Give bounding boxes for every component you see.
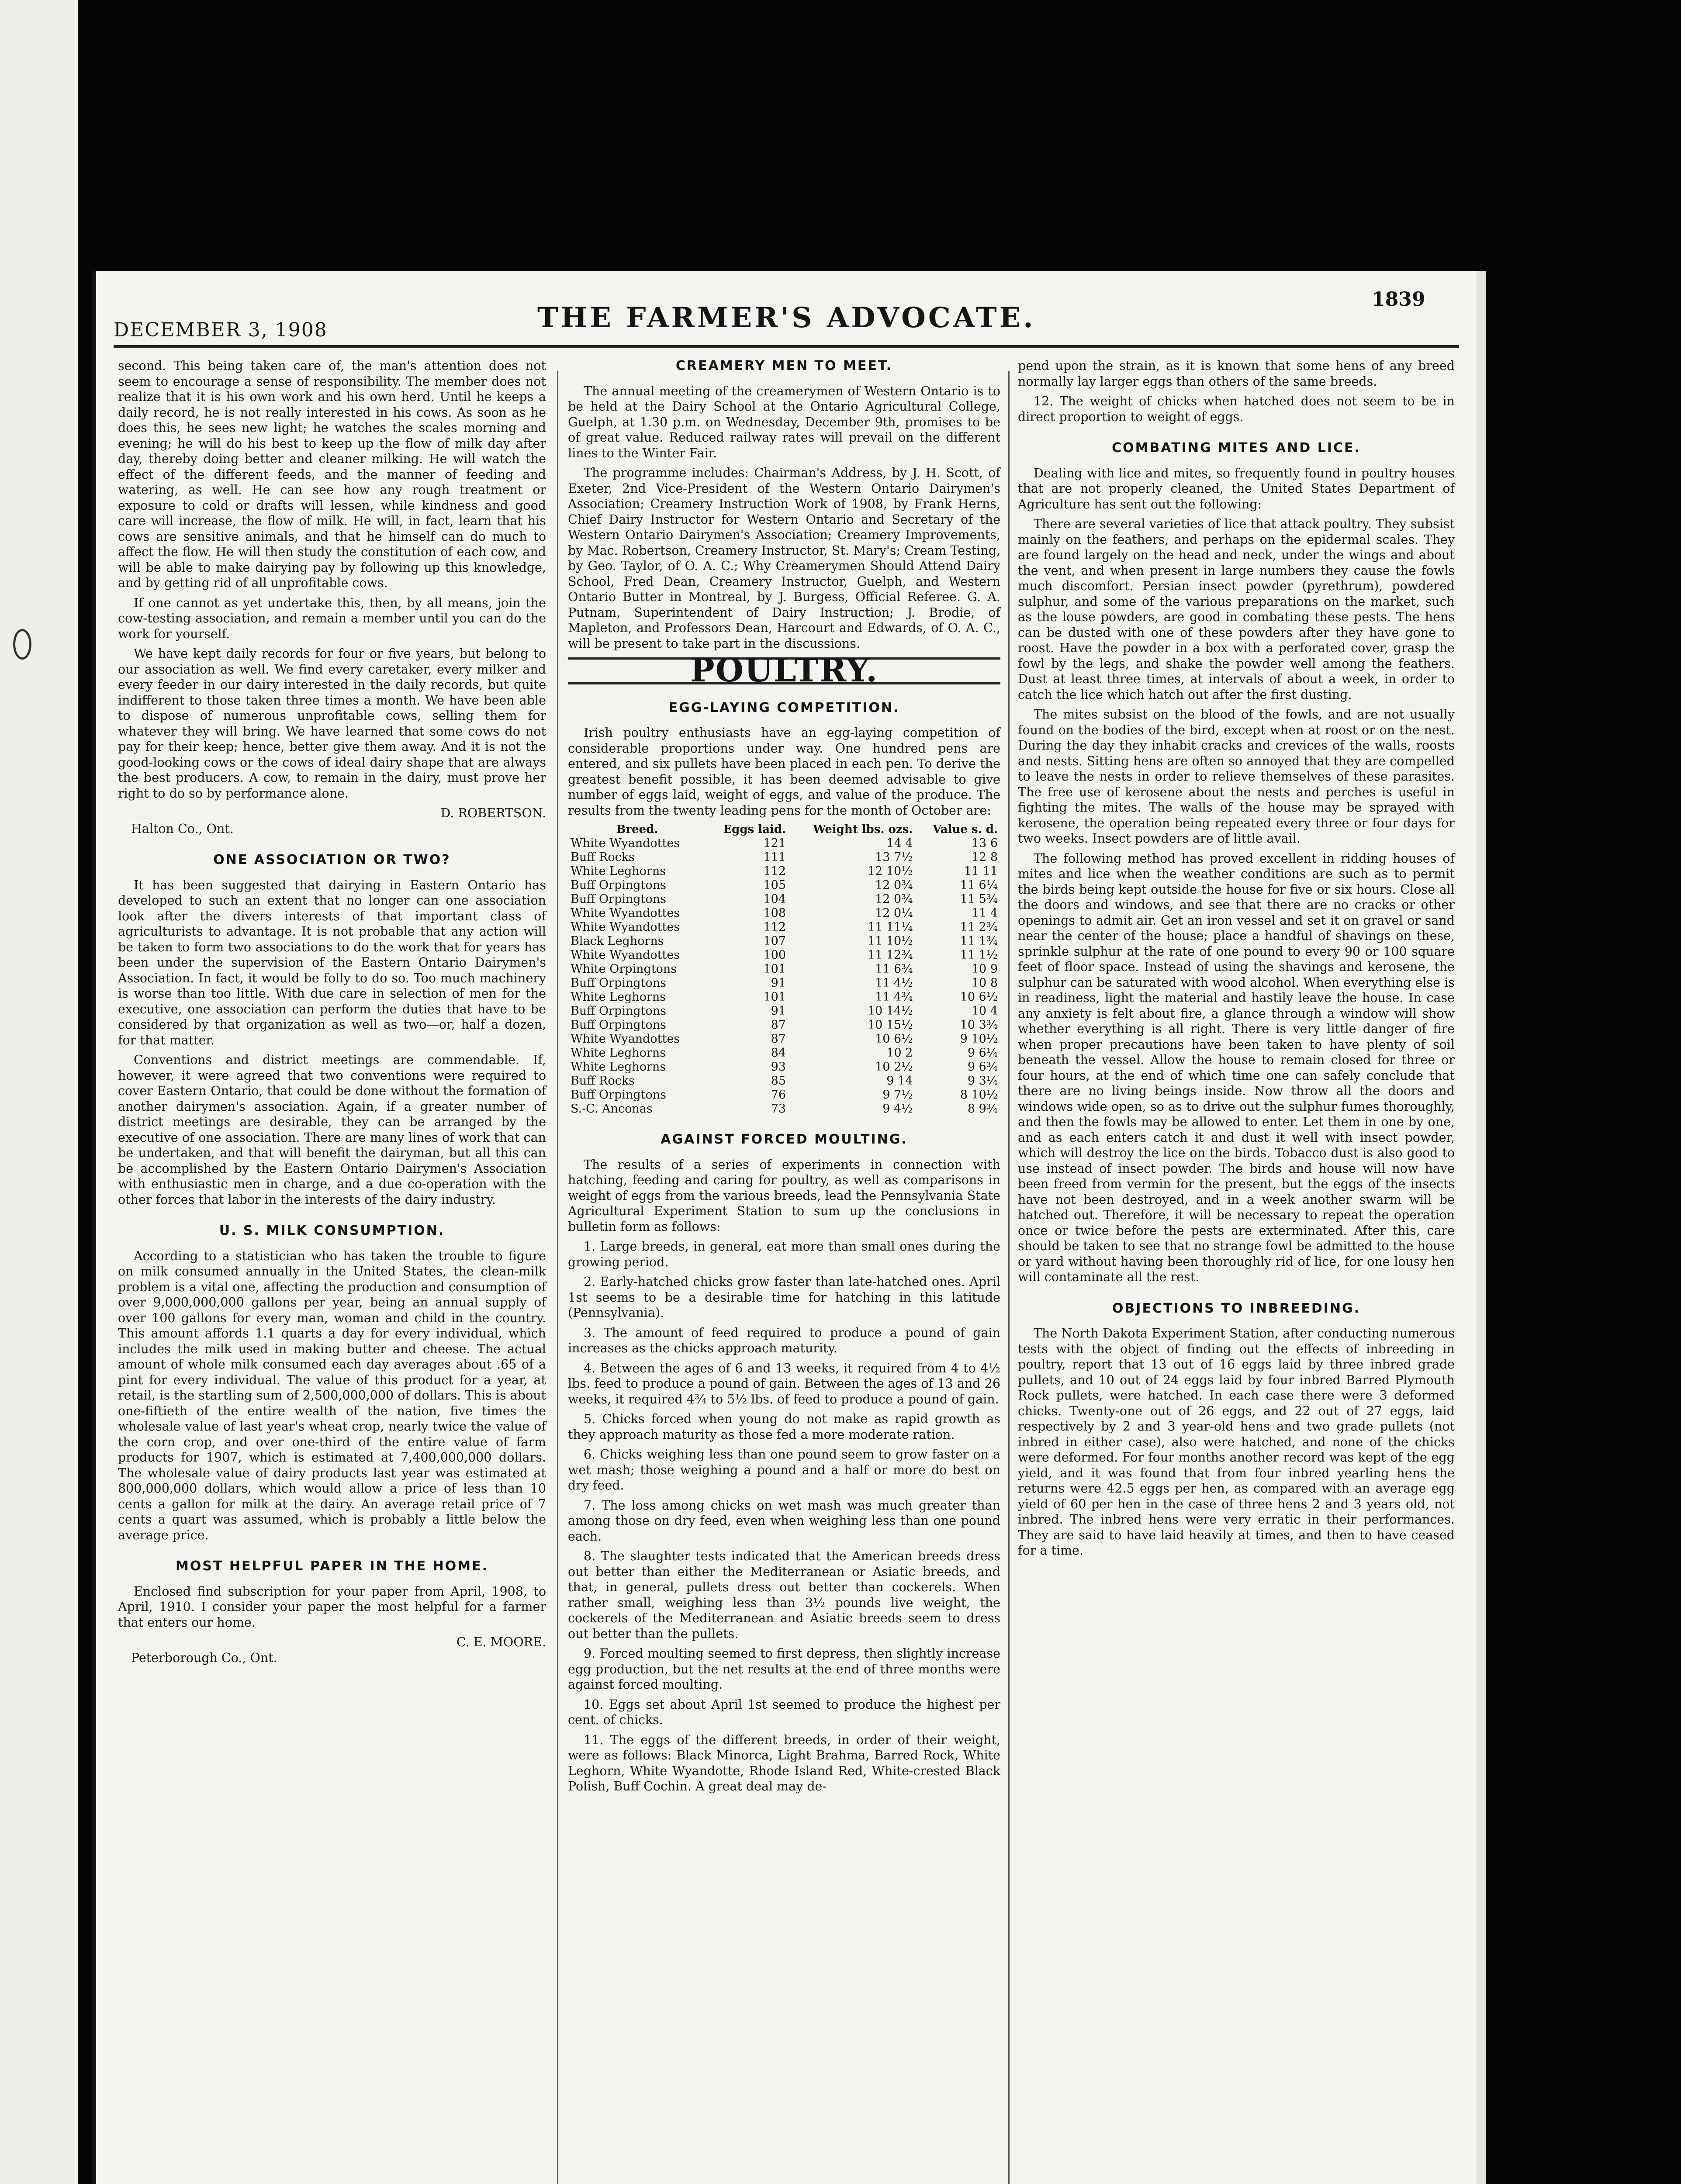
value-cell: 13 6 — [971, 836, 998, 850]
header-rule — [114, 345, 1459, 348]
table-row — [568, 1102, 1000, 1116]
article-heading: CREAMERY MEN TO MEET. — [675, 358, 893, 373]
eggs-cell: 84 — [771, 1046, 786, 1060]
weight-cell: 9 14 — [886, 1074, 913, 1088]
breed-cell: Buff Rocks — [571, 850, 635, 864]
table-row — [568, 1032, 1000, 1046]
value-cell: 11 1¾ — [960, 934, 998, 948]
eggs-cell: 121 — [763, 836, 786, 850]
breed-cell: S.-C. Anconas — [571, 1102, 653, 1116]
paragraph: It has been suggested that dairying in Eastern Ontario has developed to such an extent that no longer can one association look after the divers interests of that important class of agriculturists to advantage. It is not probable that any action will be taken to form two associations to do the work that for years has been under the supervision of the Eastern Ontario Dairymen's Association. In fact, it would be folly to do so. Too much machinery is worse than too little. With due care in selection of men for the executive, one association can perform the duties that have to be considered by that organization as well as two—or, half a dozen, for that matter. — [118, 878, 546, 1047]
breed-cell: Buff Orpingtons — [571, 1018, 666, 1032]
value-cell: 8 9¾ — [967, 1102, 998, 1116]
issue-date: DECEMBER 3, 1908 — [114, 319, 328, 341]
value-cell: 8 10½ — [960, 1088, 998, 1102]
paragraph: 9. Forced moulting seemed to first depress, then slightly increase egg production, but the net results at the end of three months were against forced moulting. — [568, 1646, 1000, 1692]
paragraph: 3. The amount of feed required to produce a pound of gain increases as the chicks approach maturity. — [568, 1325, 1000, 1355]
weight-cell: 12 0¼ — [875, 906, 913, 920]
column-header: Breed. — [616, 823, 658, 836]
weight-cell: 11 12¾ — [867, 948, 913, 962]
section-heading: POULTRY. — [568, 657, 1000, 684]
column-header: Value s. d. — [933, 823, 998, 836]
paragraph: We have kept daily records for four or five years, but belong to our association as well. We find every caretaker, every milker and every feeder in our dairy interested in the daily records, but quite indifferent to those taken three times a month. We have been able to dispose of numerous unprofitable cows, selling them for whatever they will bring. We have learned that some cows do not pay for their keep; hence, better give them away. And it is not the good-looking cows or the cows of ideal dairy shape that are always the best producers. A cow, to remain in the dairy, must prove her right to do so by performance alone. — [118, 646, 546, 801]
article-heading: ONE ASSOCIATION OR TWO? — [213, 852, 451, 867]
paragraph: If one cannot as yet undertake this, then, by all means, join the cow-testing association, and remain a member until you can do the work for yourself. — [118, 595, 546, 641]
breed-cell: Buff Orpingtons — [571, 1004, 666, 1018]
eggs-cell: 105 — [763, 878, 786, 892]
table-row — [568, 1060, 1000, 1074]
eggs-cell: 101 — [763, 990, 786, 1004]
paragraph: 8. The slaughter tests indicated that the American breeds dress out better than either the Mediterranean or Asiatic breeds, and that, in general, pullets dress out better than cockerels. When rather small, weighing less than 3½ pounds live weight, the cockerels of the Mediterranean and Asiatic breeds seem to dress out better than the pullets. — [568, 1549, 1000, 1641]
paragraph: There are several varieties of lice that attack poultry. They subsist mainly on the feathers, and perhaps on the epidermal scales. They are found largely on the head and neck, under the wings and about the vent, and when present in large numbers they cause the fowls much discomfort. Persian insect powder (pyrethrum), powdered sulphur, and some of the various preparations on the market, such as the louse powders, are good in combating these pests. The hens can be dusted with one of these powders after they have gone to roost. Have the powder in a box with a perforated cover, grasp the fowl by the legs, and shake the powder well among the feathers. Dust at least three times, at intervals of about a week, in order to catch the lice which hatch out after the first dusting. — [1018, 517, 1455, 702]
value-cell: 11 4 — [971, 906, 998, 920]
column-rule — [1008, 371, 1010, 2184]
value-cell: 9 6¼ — [967, 1046, 998, 1060]
paragraph: The following method has proved excellent in ridding houses of mites and lice when the weather conditions are such as to permit the birds being kept outside the house for five or six hours. Close all the doors and windows, and see that there are no cracks or other openings to admit air. Get an iron vessel and set it on gravel or sand near the center of the house; place a handful of shavings on these, sprinkle sulphur at the rate of one pound to every 90 or 100 square feet of floor space. Instead of using the shavings and kerosene, the sulphur can be saturated with wood alcohol. When everything else is in readiness, light the material and hastily leave the house. In case any anxiety is felt about fire, a glance through a window will show whether everything is all right. There is very little danger of fire when proper precautions have been taken to have plenty of soil beneath the vessel. Allow the house to remain closed for three or four hours, at the end of which time one can safely conclude that there are no living beings inside. Now throw all the doors and windows wide open, so as to drive out the sulphur fumes thoroughly, and then the fowls may be allowed to enter. Let them in one by one, and as each enters catch it and dust it well with insect powder, which will destroy the lice on the birds. Tobacco dust is also good to use instead of insect powder. The birds and house will now have been freed from vermin for the present, but the eggs of the insects have not been destroyed, and in a week another swarm will be hatched out. Therefore, it will be necessary to repeat the operation once or twice before the pests are exterminated. After this, care should be taken to see that no strange fowl be admitted to the house or yard without having been thoroughly rid of lice, for one lousy hen will contaminate all the rest. — [1018, 851, 1455, 1284]
value-cell: 10 4 — [971, 1004, 998, 1018]
table-row — [568, 990, 1000, 1004]
breed-cell: Buff Orpingtons — [571, 892, 666, 906]
paragraph: According to a statistician who has taken the trouble to figure on milk consumed annually in the United States, the clean-milk problem is a vital one, affecting the production and consumption of over 9,000,000,000 gallons per year, being an annual supply of over 100 gallons for every man, woman and child in the country. This amount affords 1.1 quarts a day for every individual, which includes the milk used in making butter and cheese. The actual amount of whole milk consumed each day averages about .65 of a pint for every individual. The value of this product for a year, at retail, is the startling sum of 2,500,000,000 of dollars. This is about one-fiftieth of the entire wealth of the nation, five times the wholesale value of last year's wheat crop, nearly twice the value of the corn crop, and over one-third of the entire value of farm products for 1907, which is estimated at 7,400,000,000 dollars. The wholesale value of dairy products last year was estimated at 800,000,000 dollars, which would allow a price of less than 10 cents a gallon for milk at the dairy. An average retail price of 7 cents a quart was assumed, which is probably a little below the average price. — [118, 1248, 546, 1542]
eggs-cell: 100 — [763, 948, 786, 962]
value-cell: 9 10½ — [960, 1032, 998, 1046]
paragraph: Conventions and district meetings are commendable. If, however, it were agreed that two conventions were required to cover Eastern Ontario, that could be done without the formation of another dairymen's association. Again, if a greater number of district meetings are desirable, they can be arranged by the executive of one association. There are many lines of work that can be undertaken, and that will benefit the dairyman, but all this can be accomplished by the Eastern Ontario Dairymen's Association with enthusiastic men in charge, and a due co-operation with the other forces that labor in the interests of the dairy industry. — [118, 1053, 546, 1207]
article-heading: AGAINST FORCED MOULTING. — [661, 1132, 908, 1147]
value-cell: 11 11 — [964, 864, 998, 878]
table-row — [568, 1004, 1000, 1018]
weight-cell: 10 2 — [886, 1046, 913, 1060]
breed-cell: Black Leghorns — [571, 934, 664, 948]
column-header: Weight lbs. ozs. — [813, 823, 913, 836]
table-row — [568, 1088, 1000, 1102]
breed-cell: Buff Orpingtons — [571, 878, 666, 892]
breed-cell: White Wyandottes — [571, 948, 680, 962]
table-row — [568, 878, 1000, 892]
breed-cell: White Leghorns — [571, 1046, 666, 1060]
table-row — [568, 836, 1000, 850]
value-cell: 11 6¼ — [960, 878, 998, 892]
value-cell: 9 6¾ — [967, 1060, 998, 1074]
table-row — [568, 850, 1000, 864]
value-cell: 9 3¼ — [967, 1074, 998, 1088]
paragraph: 2. Early-hatched chicks grow faster than late-hatched ones. April 1st seems to be a desirable time for hatching in this latitude (Pennsylvania). — [568, 1275, 1000, 1320]
eggs-cell: 112 — [763, 920, 786, 934]
breed-cell: White Leghorns — [571, 1060, 666, 1074]
paragraph: 12. The weight of chicks when hatched does not seem to be in direct proportion to weight of eggs. — [1018, 394, 1455, 424]
column-2 — [568, 358, 1000, 1799]
article-heading: OBJECTIONS TO INBREEDING. — [1112, 1300, 1361, 1316]
breed-cell: White Wyandottes — [571, 1032, 680, 1046]
table-header-row — [568, 822, 1000, 836]
breed-cell: White Orpingtons — [571, 962, 677, 976]
dateline: Halton Co., Ont. — [131, 821, 234, 836]
weight-cell: 13 7½ — [875, 850, 913, 864]
weight-cell: 9 4½ — [882, 1102, 913, 1116]
article-heading: MOST HELPFUL PAPER IN THE HOME. — [175, 1559, 489, 1574]
eggs-cell: 76 — [771, 1088, 786, 1102]
binding-hole — [13, 629, 31, 660]
breed-cell: White Leghorns — [571, 990, 666, 1004]
eggs-cell: 85 — [771, 1074, 786, 1088]
value-cell: 10 6½ — [960, 990, 998, 1004]
table-row — [568, 976, 1000, 990]
dateline: Peterborough Co., Ont. — [131, 1650, 277, 1665]
column-rule — [557, 371, 558, 2184]
signature: D. ROBERTSON. — [440, 806, 546, 820]
table-row — [568, 920, 1000, 934]
weight-cell: 11 10½ — [867, 934, 913, 948]
breed-cell: White Leghorns — [571, 864, 666, 878]
table-row — [568, 864, 1000, 878]
paragraph: The North Dakota Experiment Station, after conducting numerous tests with the object of finding out the effects of inbreeding in poultry, report that 13 out of 16 eggs laid by three inbred grade pullets, and 10 out of 24 eggs laid by four inbred Barred Plymouth Rock pullets, were hatched. In each case there were 3 deformed chicks. Twenty-one out of 26 eggs, and 22 out of 27 eggs, laid respectively by 2 and 3 year-old hens and two grade pullets (not inbred in either case), also were hatched, and none of the chicks were deformed. For four months another record was kept of the egg yield, and it was found that from four inbred yearling hens the returns were 42.5 eggs per hen, as compared with an average egg yield of 60 per hen in the case of three hens 2 and 3 years old, not inbred. The inbred hens were very erratic in their performances. They are said to have laid heavily at times, and then to have ceased for a time. — [1018, 1326, 1455, 1558]
eggs-cell: 112 — [763, 864, 786, 878]
previous-page-edge — [0, 0, 78, 2184]
table-row — [568, 906, 1000, 920]
weight-cell: 10 14½ — [867, 1004, 913, 1018]
paragraph: pend upon the strain, as it is known that some hens of any breed normally lay larger eggs than others of the same breeds. — [1018, 359, 1455, 389]
eggs-cell: 73 — [771, 1102, 786, 1116]
newspaper-page — [92, 271, 1477, 2184]
paragraph: 11. The eggs of the different breeds, in order of their weight, were as follows: Black Minorca, Light Brahma, Barred Rock, White Leghorn, White Wyandotte, Rhode Island Red, White-crested Black Polish, Buff Cochin. A great deal may de- — [568, 1732, 1000, 1794]
table-row — [568, 1046, 1000, 1060]
weight-cell: 10 6½ — [875, 1032, 913, 1046]
weight-cell: 12 0¾ — [875, 892, 913, 906]
breed-cell: White Wyandottes — [571, 906, 680, 920]
eggs-cell: 87 — [771, 1032, 786, 1046]
table-row — [568, 1074, 1000, 1088]
table-row — [568, 934, 1000, 948]
paragraph: 10. Eggs set about April 1st seemed to produce the highest per cent. of chicks. — [568, 1697, 1000, 1727]
eggs-cell: 111 — [763, 850, 786, 864]
eggs-cell: 107 — [763, 934, 786, 948]
weight-cell: 11 4½ — [875, 976, 913, 990]
weight-cell: 12 10½ — [867, 864, 913, 878]
breed-cell: White Wyandottes — [571, 836, 680, 850]
value-cell: 10 3¾ — [960, 1018, 998, 1032]
value-cell: 12 8 — [971, 850, 998, 864]
table-row — [568, 1018, 1000, 1032]
value-cell: 11 2¾ — [960, 920, 998, 934]
weight-cell: 14 4 — [886, 836, 913, 850]
breed-cell: White Wyandottes — [571, 920, 680, 934]
paragraph: second. This being taken care of, the man's attention does not seem to encourage a sense of responsibility. The member does not realize that it is his own work and his own herd. Until he keeps a daily record, he is not really interested in his cows. As soon as he does this, he sees new light; he watches the scales morning and evening; he will do his best to keep up the flow of milk day after day, thereby doing better and cleaner milking. He will watch the effect of the different feeds, and the manner of feeding and watering, as well. He can see how any rough treatment or exposure to cold or drafts will lessen, while kindness and good care will increase, the flow of milk. He will, in fact, learn that his cows are sensitive animals, and that he himself can do much to affect the flow. He will then study the constitution of each cow, and will be able to make dairying pay by following up this knowledge, and by getting rid of all unprofitable cows. — [118, 359, 546, 590]
article-heading: COMBATING MITES AND LICE. — [1112, 440, 1361, 456]
egg-laying-table — [568, 822, 1000, 1116]
paragraph: Enclosed find subscription for your paper from April, 1908, to April, 1910. I consider your paper the most helpful for a farmer that enters our home. — [118, 1584, 546, 1630]
paragraph: The programme includes: Chairman's Address, by J. H. Scott, of Exeter, 2nd Vice-President of the Western Ontario Dairymen's Association; Creamery Instruction Work of 1908, by Frank Herns, Chief Dairy Instructor for Western Ontario and Secretary of the Western Ontario Dairymen's Association; Creamery Improvements, by Mac. Robertson, Creamery Instructor, St. Mary's; Cream Testing, by Geo. Taylor, of O. A. C.; Why Creamerymen Should Attend Dairy School, Fred Dean, Creamery Instructor, Guelph, and Western Ontario Butter in Montreal, by J. Burgess, Official Referee. G. A. Putnam, Superintendent of Dairy Instruction; J. Brodie, of Mapleton, and Professors Dean, Harcourt and Edwards, of O. A. C., will be present to take part in the discussions. — [568, 466, 1000, 651]
weight-cell: 9 7½ — [882, 1088, 913, 1102]
article-heading: EGG-LAYING COMPETITION. — [668, 700, 900, 715]
paragraph: The annual meeting of the creamerymen of Western Ontario is to be held at the Dairy School at the Ontario Agricultural College, Guelph, at 1.30 p.m. on Wednesday, December 9th, promises to be of great value. Reduced railway rates will prevail on the different lines to the Winter Fair. — [568, 384, 1000, 460]
table-row — [568, 962, 1000, 976]
paragraph: 6. Chicks weighing less than one pound seem to grow faster on a wet mash; those weighing a pound and a half or more do best on dry feed. — [568, 1447, 1000, 1493]
eggs-cell: 101 — [763, 962, 786, 976]
eggs-cell: 91 — [771, 976, 786, 990]
weight-cell: 11 6¾ — [875, 962, 913, 976]
eggs-cell: 93 — [771, 1060, 786, 1074]
weight-cell: 12 0¾ — [875, 878, 913, 892]
table-row — [568, 892, 1000, 906]
paragraph: 5. Chicks forced when young do not make as rapid growth as they approach maturity as those fed a more moderate ration. — [568, 1412, 1000, 1442]
paragraph: 4. Between the ages of 6 and 13 weeks, it required from 4 to 4½ lbs. feed to produce a pound of gain. Between the ages of 13 and 26 weeks, it required 4¾ to 5½ lbs. of feed to produce a pound of gain. — [568, 1361, 1000, 1406]
paragraph: The mites subsist on the blood of the fowls, and are not usually found on the bodies of the bird, except when at roost or on the nest. During the day they inhabit cracks and crevices of the walls, roosts and nests. Sitting hens are often so annoyed that they are compelled to leave the nests in order to relieve themselves of these parasites. The free use of kerosene about the nests and perches is useful in fighting the mites. The walls of the house may be sprayed with kerosene, the operation being repeated every three or four days for two weeks. Insect powders are of little avail. — [1018, 707, 1455, 846]
weight-cell: 10 2½ — [875, 1060, 913, 1074]
breed-cell: Buff Orpingtons — [571, 976, 666, 990]
breed-cell: Buff Orpingtons — [571, 1088, 666, 1102]
breed-cell: Buff Rocks — [571, 1074, 635, 1088]
weight-cell: 11 11¼ — [867, 920, 913, 934]
value-cell: 10 8 — [971, 976, 998, 990]
eggs-cell: 108 — [763, 906, 786, 920]
eggs-cell: 87 — [771, 1018, 786, 1032]
paragraph: 7. The loss among chicks on wet mash was much greater than among those on dry feed, even when weighing less than one pound each. — [568, 1498, 1000, 1544]
column-3 — [1018, 358, 1455, 1563]
value-cell: 10 9 — [971, 962, 998, 976]
paragraph: Dealing with lice and mites, so frequently found in poultry houses that are not properly cleaned, the United States Department of Agriculture has sent out the following: — [1018, 466, 1455, 511]
signature: C. E. MOORE. — [456, 1635, 546, 1649]
value-cell: 11 1½ — [960, 948, 998, 962]
paragraph: Irish poultry enthusiasts have an egg-laying competition of considerable proportions under way. One hundred pens are entered, and six pullets have been placed in each pen. To derive the greatest benefit possible, it has been deemed advisable to give number of eggs laid, weight of eggs, and value of the produce. The results from the twenty leading pens for the month of October are: — [568, 726, 1000, 818]
masthead-title: THE FARMER'S ADVOCATE. — [537, 301, 1036, 334]
article-heading: U. S. MILK CONSUMPTION. — [219, 1223, 445, 1238]
value-cell: 11 5¾ — [960, 892, 998, 906]
eggs-cell: 91 — [771, 1004, 786, 1018]
column-header: Eggs laid. — [723, 823, 786, 836]
eggs-cell: 104 — [763, 892, 786, 906]
table-row — [568, 948, 1000, 962]
weight-cell: 11 4¾ — [875, 990, 913, 1004]
paragraph: The results of a series of experiments in connection with hatching, feeding and caring for poultry, as well as comparisons in weight of eggs from the various breeds, lead the Pennsylvania State Agricultural Experiment Station to sum up the conclusions in bulletin form as follows: — [568, 1157, 1000, 1234]
weight-cell: 10 15½ — [867, 1018, 913, 1032]
page-number: 1839 — [1372, 288, 1425, 311]
column-1 — [118, 358, 546, 1670]
paragraph: 1. Large breeds, in general, eat more than small ones during the growing period. — [568, 1239, 1000, 1269]
